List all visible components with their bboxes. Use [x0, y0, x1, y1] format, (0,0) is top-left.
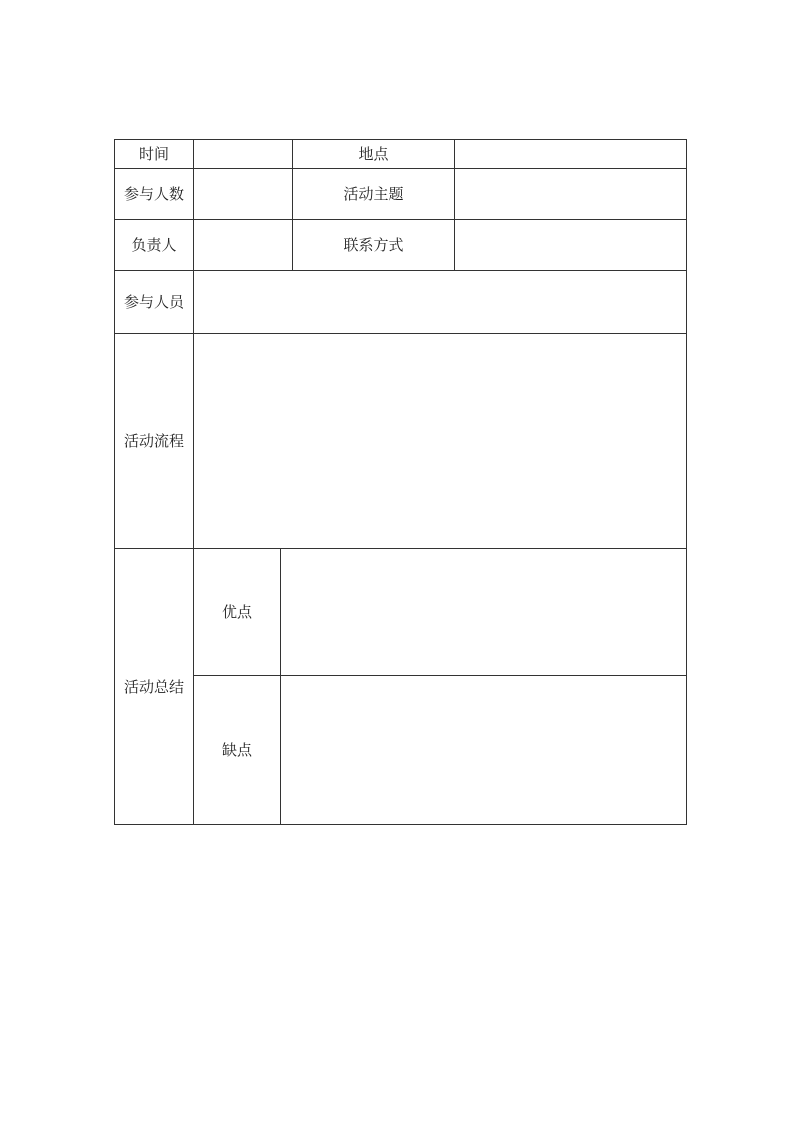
activity-form-table [114, 139, 687, 825]
participant-count-value-cell[interactable] [194, 169, 293, 220]
owner-value-cell[interactable] [194, 220, 293, 271]
row-summary-cons [115, 676, 687, 825]
theme-value-cell[interactable] [455, 169, 687, 220]
contact-label-cell [293, 220, 455, 271]
pros-label-cell [194, 549, 281, 676]
location-label: 地点 [358, 145, 389, 163]
participant-count-label-cell [115, 169, 194, 220]
pros-label: 优点 [221, 603, 252, 621]
owner-label: 负责人 [131, 236, 177, 254]
time-value-cell[interactable] [194, 140, 293, 169]
process-label: 活动流程 [123, 432, 184, 450]
contact-label: 联系方式 [343, 236, 404, 254]
location-label-cell [293, 140, 455, 169]
owner-label-cell [115, 220, 194, 271]
cons-label-cell [194, 676, 281, 825]
summary-label-cell [115, 549, 194, 825]
theme-label: 活动主题 [343, 185, 404, 203]
contact-value-cell[interactable] [455, 220, 687, 271]
process-value-cell[interactable] [194, 334, 687, 549]
participants-value-cell[interactable] [194, 271, 687, 334]
row-summary-pros [115, 549, 687, 676]
row-owner-contact [115, 220, 687, 271]
participant-count-label: 参与人数 [123, 185, 184, 203]
location-value-cell[interactable] [455, 140, 687, 169]
row-process [115, 334, 687, 549]
row-count-theme [115, 169, 687, 220]
pros-value-cell[interactable] [281, 549, 687, 676]
row-participants [115, 271, 687, 334]
cons-value-cell[interactable] [281, 676, 687, 825]
summary-label: 活动总结 [123, 677, 184, 696]
participants-label-cell [115, 271, 194, 334]
time-label: 时间 [138, 145, 169, 163]
cons-label: 缺点 [221, 741, 252, 759]
theme-label-cell [293, 169, 455, 220]
participants-label: 参与人员 [123, 293, 184, 311]
process-label-cell [115, 334, 194, 549]
time-label-cell [115, 140, 194, 169]
row-time-location [115, 140, 687, 169]
